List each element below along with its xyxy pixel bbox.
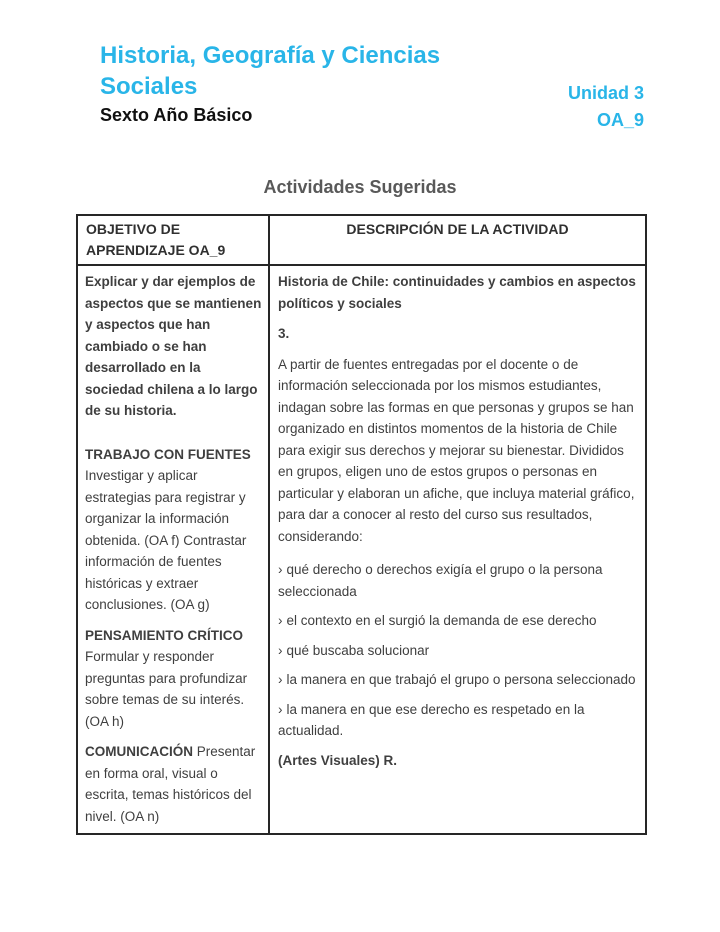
bullet-marker: › <box>278 672 283 687</box>
oa-code-label: OA_9 <box>596 110 644 130</box>
objective-cell <box>77 265 269 834</box>
bullet-text: la manera en que ese derecho es respetado en la actualidad. <box>278 701 585 738</box>
bullet-marker: › <box>278 562 283 577</box>
page-title: Actividades Sugeridas <box>263 177 457 197</box>
skill-body: Presentar en forma oral, visual o escrita, temas históricos del nivel. (OA n) <box>85 744 256 824</box>
skill-section-pensamiento <box>85 625 262 733</box>
description-column-header: DESCRIPCIÓN DE LA ACTIVIDAD <box>269 215 646 265</box>
header-unit-block <box>568 80 644 134</box>
bullet-item <box>278 669 639 691</box>
unit-label: Unidad 3 <box>567 83 644 103</box>
activity-footnote: (Artes Visuales) R. <box>278 752 398 768</box>
grade-subtitle: Sexto Año Básico <box>100 105 253 125</box>
skill-body: Investigar y aplicar estrategias para registrar y organizar la información obtenida. (OA f) Contrastar información de fuentes históricas y extraer conclusiones. (OA g) <box>85 468 247 612</box>
activity-cell <box>269 265 646 834</box>
table-header-row <box>77 215 646 265</box>
bullet-marker: › <box>278 613 283 628</box>
table-body-row <box>77 265 646 834</box>
skill-section-comunicacion <box>85 741 262 827</box>
objective-text: Explicar y dar ejemplos de aspectos que se mantienen y aspectos que han cambiado o se han desarrollado en la sociedad chilena a lo largo de su historia. <box>85 274 262 418</box>
bullet-text: el contexto en el surgió la demanda de ese derecho <box>286 613 597 628</box>
skill-heading: TRABAJO CON FUENTES <box>85 446 251 462</box>
document-header <box>0 0 720 128</box>
bullet-item <box>278 610 639 632</box>
activity-intro: A partir de fuentes entregadas por el docente o de información seleccionada por los mismos estudiantes, indagan sobre las formas en que personas y grupos se han organizado en distintos momentos de la historia de Chile para exigir sus derechos y mejorar su bienestar. Divididos en grupos, eligen uno de estos grupos o personas en particular y elaboran un afiche, que incluya material gráfico, para dar a conocer al resto del curso sus resultados, considerando: <box>278 356 635 544</box>
bullet-item <box>278 640 639 662</box>
bullet-marker: › <box>278 642 283 658</box>
skill-body: Formular y responder preguntas para profundizar sobre temas de su interés. (OA h) <box>85 649 248 729</box>
activity-number: 3. <box>278 326 290 341</box>
bullet-item <box>278 699 639 742</box>
bullet-text: qué derecho o derechos exigía el grupo o la persona seleccionada <box>278 562 603 599</box>
objective-column-header: OBJETIVO DE APRENDIZAJE OA_9 <box>77 215 269 265</box>
bullet-marker: › <box>278 701 283 717</box>
activities-table <box>76 214 647 835</box>
skill-heading: COMUNICACIÓN <box>85 744 193 759</box>
bullet-text: qué buscaba solucionar <box>286 642 430 658</box>
skill-section-fuentes <box>85 444 262 616</box>
subject-title: Historia, Geografía y Ciencias Sociales <box>100 42 441 100</box>
activity-title: Historia de Chile: continuidades y cambios en aspectos políticos y sociales <box>278 274 636 311</box>
bullet-text: la manera en que trabajó el grupo o persona seleccionado <box>286 672 636 687</box>
bullet-item <box>278 559 639 602</box>
skill-heading: PENSAMIENTO CRÍTICO <box>85 627 244 643</box>
